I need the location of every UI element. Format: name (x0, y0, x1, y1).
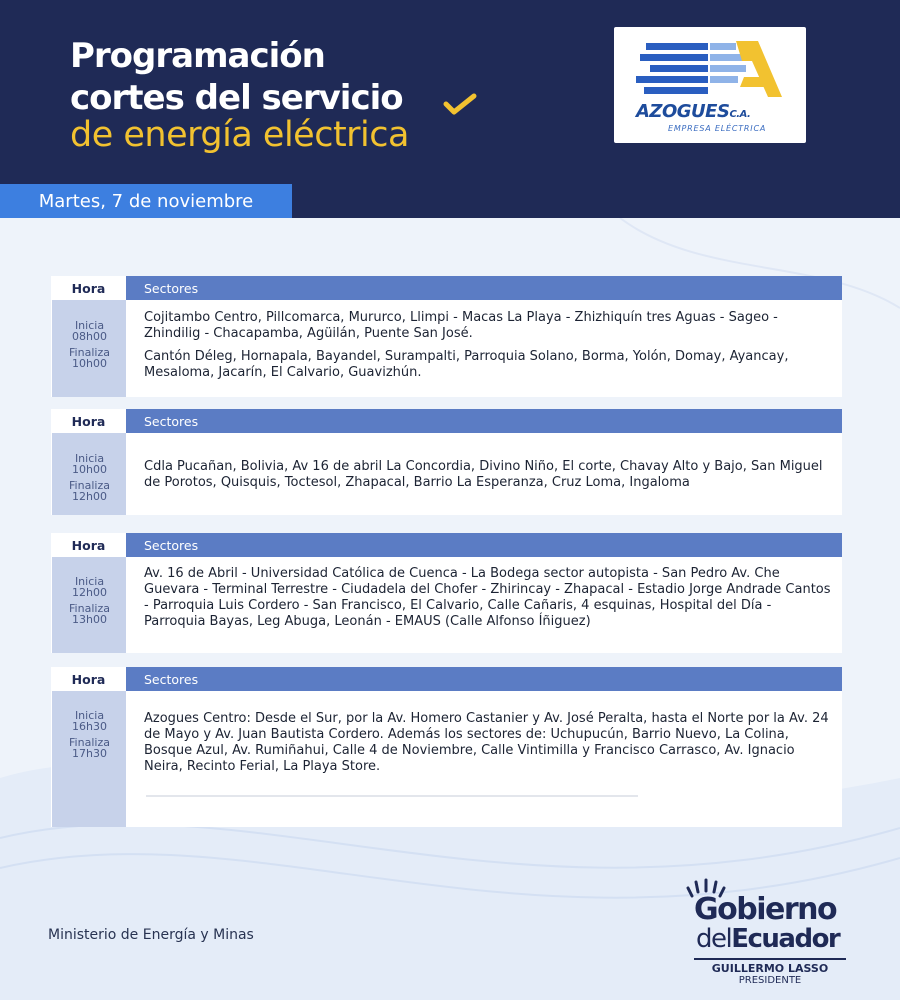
time-cell (51, 557, 126, 653)
hora-header: Hora (51, 276, 126, 300)
title-line-3: de energía eléctrica (70, 115, 409, 155)
hora-header: Hora (51, 667, 126, 691)
end-label: Finaliza (69, 479, 110, 492)
sectors-cell (126, 557, 842, 653)
start-label: Inicia (74, 452, 105, 465)
sectores-header: Sectores (126, 533, 842, 557)
schedule-block-4 (51, 667, 842, 827)
end-label: Finaliza (69, 736, 110, 749)
time-cell (51, 300, 126, 397)
end-time: 12h00 (72, 490, 107, 503)
logo-name: AZOGUESC.A. (636, 101, 751, 122)
president-name: GUILLERMO LASSO (711, 962, 829, 975)
schedule-block-2 (51, 409, 842, 515)
gobierno-ecuador-logo (686, 878, 856, 988)
end-time: 13h00 (72, 613, 107, 626)
time-cell (51, 433, 126, 515)
sectors-cell (126, 691, 842, 827)
schedule-block-3 (51, 533, 842, 653)
schedule-block-1 (51, 276, 842, 397)
divider (146, 795, 638, 797)
end-time: 10h00 (72, 357, 107, 370)
time-cell (51, 691, 126, 827)
president-title: PRESIDENTE (738, 975, 802, 986)
gob-line-1: Gobierno (694, 892, 837, 927)
start-label: Inicia (74, 709, 105, 722)
logo-subtitle: EMPRESA ELÉCTRICA (668, 124, 767, 133)
start-time: 16h30 (72, 720, 107, 733)
divider (694, 958, 846, 960)
sectores-header: Sectores (126, 409, 842, 433)
sectores-header: Sectores (126, 276, 842, 300)
sectors-cell (126, 300, 842, 397)
start-time: 12h00 (72, 586, 107, 599)
date-tab: Martes, 7 de noviembre (0, 184, 292, 218)
gob-line-2: delEcuador (696, 924, 840, 954)
hora-header: Hora (51, 409, 126, 433)
sectors-text: Azogues Centro: Desde el Sur, por la Av. Homero Castanier y Av. José Peralta, hasta el Norte por la Av. 24 de Mayo y Av. Juan Bautista Cordero. Además los sectores de: Uchupucún, Barrio Nuevo, La Colina, Bosque Azul, Av. Rumiñahui, Calle 4 de Noviembre, Calle Vintimilla y Francisco Carrasco, Av. Ignacio Neira, Recinto Ferial, La Playa Store. (144, 711, 829, 774)
sectors-cell (126, 433, 842, 515)
sectors-text: Cdla Pucañan, Bolivia, Av 16 de abril La Concordia, Divino Niño, El corte, Chavay Alto y Bajo, San Miguel de Porotos, Quisquis, Toctesol, Zhapacal, Barrio La Esperanza, Cruz Loma, Ingaloma (144, 459, 823, 490)
sectors-text: Av. 16 de Abril - Universidad Católica de Cuenca - La Bodega sector autopista - San Pedro Av. Che Guevara - Terminal Terrestre - Ciudadela del Chofer - Zhirincay - Zhapacal - Estadio Jorge Andrade Cantos - Parroquia Luis Cordero - San Francisco, El Calvario, Calle Cañaris, 4 esquinas, Hospital del Día - Parroquia Bayas, Leg Abuga, Leonán - EMAUS (Calle Alfonso Íñiguez) (144, 566, 831, 629)
azogues-logo-icon (636, 37, 786, 105)
title-line-1: Programación (70, 36, 325, 76)
title-line-2: cortes del servicio (70, 78, 403, 118)
check-accent-icon (440, 88, 480, 118)
start-label: Inicia (74, 575, 105, 588)
ministry-label: Ministerio de Energía y Minas (48, 927, 254, 943)
start-time: 10h00 (72, 463, 107, 476)
sectors-text: Cantón Déleg, Hornapala, Bayandel, Surampalti, Parroquia Solano, Borma, Yolón, Domay, Ayancay, Mesaloma, Jacarín, El Calvario, Guavizhún. (144, 349, 789, 380)
hora-header: Hora (51, 533, 126, 557)
end-time: 17h30 (72, 747, 107, 760)
sectors-text: Cojitambo Centro, Pillcomarca, Mururco, Llimpi - Macas La Playa - Zhizhiquín tres Aguas - Sageo - Zhindilig - Chacapamba, Agüilán, Puente San José. (144, 310, 778, 341)
end-label: Finaliza (69, 346, 110, 359)
start-time: 08h00 (72, 330, 107, 343)
azogues-logo (614, 27, 806, 143)
start-label: Inicia (74, 319, 105, 332)
sectores-header: Sectores (126, 667, 842, 691)
end-label: Finaliza (69, 602, 110, 615)
